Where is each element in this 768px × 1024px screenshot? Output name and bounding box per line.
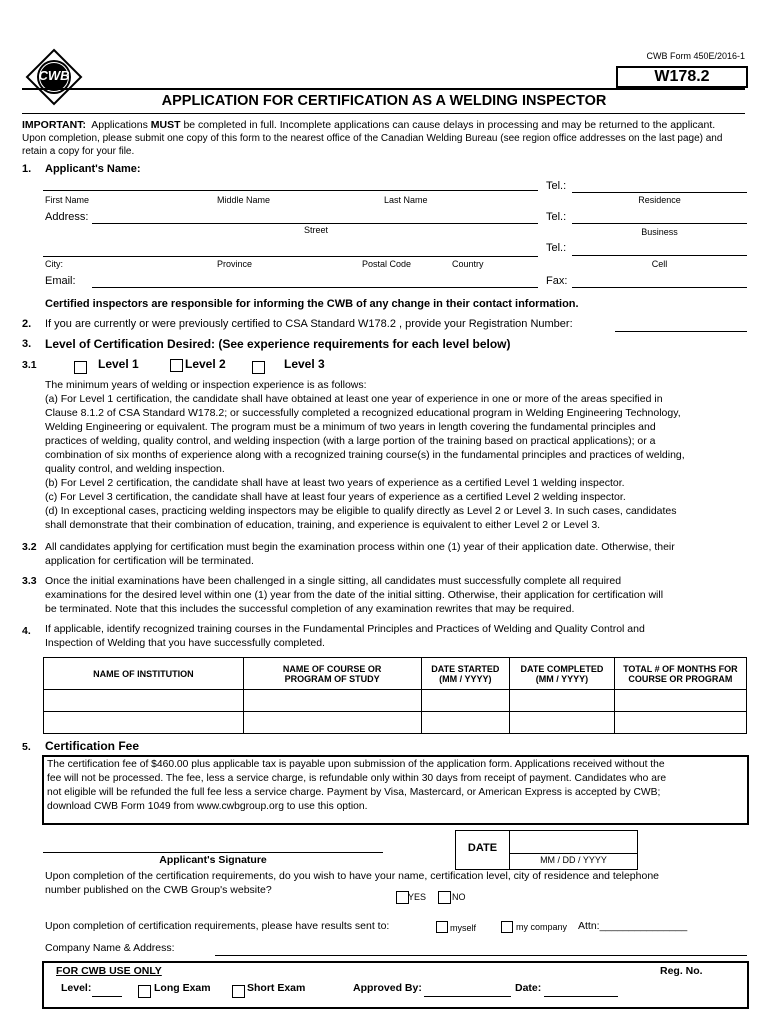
office-level-label: Level: xyxy=(61,982,92,994)
experience-line: quality control, and welding inspection. xyxy=(45,463,225,475)
section4-line: If applicable, identify recognized training courses in the Fundamental Principles and Practices of Welding and Quality Control and xyxy=(45,623,645,635)
fee-line: not eligible will be refunded the full fee less a service charge. Payment by Visa, Mastercard, or American Express is accepted by CWB; xyxy=(47,787,661,798)
address-city-line[interactable] xyxy=(43,256,538,257)
signature-line[interactable] xyxy=(43,852,383,853)
level3-checkbox[interactable] xyxy=(252,361,265,374)
table-cell[interactable] xyxy=(44,690,244,712)
training-courses-table xyxy=(43,657,747,734)
table-cell[interactable] xyxy=(421,690,510,712)
label-middle-name: Middle Name xyxy=(217,195,271,205)
label-business: Business xyxy=(641,227,678,237)
column-header: DATE STARTED (MM / YYYY) xyxy=(421,658,510,690)
table-cell[interactable] xyxy=(243,712,421,734)
reg-no-label: Reg. No. xyxy=(660,965,703,977)
results-myself-checkbox[interactable] xyxy=(436,921,448,933)
section3-heading: Level of Certification Desired: (See experience requirements for each level below) xyxy=(45,337,511,351)
experience-line: Welding Engineering or equivalent. The program must be a minimum of two years in length covering the fundamental principles and xyxy=(45,421,656,433)
date-format: MM / DD / YYYY xyxy=(540,855,607,865)
results-myself-label: myself xyxy=(450,923,477,933)
section4-line: Inspection of Welding that you have successfully completed. xyxy=(45,637,325,649)
tel-business-label: Tel.: xyxy=(546,211,567,223)
column-header: TOTAL # OF MONTHS FOR COURSE OR PROGRAM xyxy=(614,658,746,690)
results-text: Upon completion of certification requirements, please have results sent to: xyxy=(45,920,390,932)
logo-text: CWB xyxy=(38,68,70,83)
signature-label: Applicant's Signature xyxy=(159,854,267,866)
results-company-label: my company xyxy=(516,922,568,932)
table-cell[interactable] xyxy=(44,712,244,734)
fee-box xyxy=(42,755,749,825)
short-exam-checkbox[interactable] xyxy=(232,985,245,998)
name-line[interactable] xyxy=(43,190,538,191)
office-use-box xyxy=(42,961,749,1009)
label-city: City: xyxy=(45,259,63,269)
approved-by-label: Approved By: xyxy=(353,982,422,994)
section5-heading: Certification Fee xyxy=(45,739,140,753)
experience-line: practices of welding, quality control, and welding inspection (with a large portion of the training based on practical applications); or a xyxy=(45,435,656,447)
office-date-label: Date: xyxy=(515,982,542,994)
standard-box: W178.2 xyxy=(616,66,748,88)
form-number: CWB Form 450E/2016-1 xyxy=(646,51,745,61)
table-row[interactable] xyxy=(44,690,747,712)
company-line[interactable] xyxy=(215,955,747,956)
approved-by-line[interactable] xyxy=(424,996,511,997)
tel-cell-label: Tel.: xyxy=(546,242,567,254)
label-first-name: First Name xyxy=(45,195,90,205)
experience-line: (d) In exceptional cases, practicing welding inspectors may be eligible to qualify directly as Level 2 or Level 3. In such cases, candidates xyxy=(45,505,677,517)
registration-number-line[interactable] xyxy=(615,331,747,332)
page-title: APPLICATION FOR CERTIFICATION AS A WELDING INSPECTOR xyxy=(161,93,607,109)
date-label: DATE xyxy=(467,842,498,854)
address-label: Address: xyxy=(45,211,89,223)
section32-number: 3.2 xyxy=(22,541,37,553)
section33-line: examinations for the desired level within one (1) year from the date of the initial sitting. Otherwise, their application for certification will xyxy=(45,589,664,601)
section4-number: 4. xyxy=(22,625,31,637)
level2-label: Level 2 xyxy=(185,357,226,371)
publish-line: Upon completion of the certification requirements, do you wish to have your name, certification level, city of residence and telephone xyxy=(45,870,660,882)
contact-notice: Certified inspectors are responsible for informing the CWB of any change in their contact information. xyxy=(45,298,579,310)
label-province: Province xyxy=(217,259,253,269)
level1-checkbox[interactable] xyxy=(74,361,87,374)
email-label: Email: xyxy=(45,275,76,287)
office-date-line[interactable] xyxy=(544,996,618,997)
label-postal-code: Postal Code xyxy=(362,259,412,269)
table-row[interactable] xyxy=(44,712,747,734)
level2-checkbox[interactable] xyxy=(170,359,183,372)
company-label: Company Name & Address: xyxy=(45,942,175,954)
table-cell[interactable] xyxy=(510,712,615,734)
tel-residence-line[interactable] xyxy=(572,192,747,193)
section32-line: All candidates applying for certification must begin the examination process within one (1) year of their application date. Otherwise, their xyxy=(45,541,675,553)
section33-number: 3.3 xyxy=(22,575,37,587)
publish-no-label: NO xyxy=(452,892,466,902)
short-exam-label: Short Exam xyxy=(247,982,306,994)
table-cell[interactable] xyxy=(614,712,746,734)
section2-number: 2. xyxy=(22,318,32,330)
publish-no-checkbox[interactable] xyxy=(438,891,451,904)
fax-label: Fax: xyxy=(546,275,568,287)
section31-number: 3.1 xyxy=(22,359,37,371)
long-exam-checkbox[interactable] xyxy=(138,985,151,998)
level3-label: Level 3 xyxy=(284,357,325,371)
long-exam-label: Long Exam xyxy=(154,982,211,994)
section32-line: application for certification will be terminated. xyxy=(45,555,254,567)
level1-label: Level 1 xyxy=(98,357,139,371)
title-rule xyxy=(22,113,745,114)
experience-line: combination of six months of experience along with a recognized training course(s) in the fundamental principles and practices of welding, xyxy=(45,449,685,461)
important-line2: Upon completion, please submit one copy of this form to the nearest office of the Canadian Welding Bureau (see region office addresses on the last page) and xyxy=(22,133,723,144)
header-rule xyxy=(22,88,745,90)
section1-heading: Applicant's Name: xyxy=(45,163,141,175)
label-country: Country xyxy=(452,259,484,269)
label-street: Street xyxy=(304,225,329,235)
table-cell[interactable] xyxy=(510,690,615,712)
table-cell[interactable] xyxy=(243,690,421,712)
tel-residence-label: Tel.: xyxy=(546,180,567,192)
important-line1: IMPORTANT: Applications MUST be completed in full. Incomplete applications can cause delays in processing and may be returned to the applicant. xyxy=(22,119,716,131)
label-last-name: Last Name xyxy=(384,195,428,205)
publish-yes-label: YES xyxy=(408,892,427,902)
experience-line: (c) For Level 3 certification, the candidate shall have at least four years of experience as a certified Level 2 welding inspector. xyxy=(45,491,626,503)
fee-line: download CWB Form 1049 from www.cwbgroup.org to use this option. xyxy=(47,801,368,812)
tel-cell-line[interactable] xyxy=(572,255,747,256)
column-header: DATE COMPLETED (MM / YYYY) xyxy=(510,658,615,690)
fee-line: fee will not be processed. The fee, less a service charge, is refundable only within 30 days from receipt of payment. Candidates who are xyxy=(47,773,667,784)
date-input-line[interactable] xyxy=(510,853,637,854)
section33-line: Once the initial examinations have been challenged in a single sitting, all candidates must successfully complete all required xyxy=(45,575,622,587)
section2-text: If you are currently or were previously certified to CSA Standard W178.2 , provide your Registration Number: xyxy=(45,318,573,330)
experience-line: (a) For Level 1 certification, the candidate shall have obtained at least one year of experience in one or more of the areas specified in xyxy=(45,393,663,405)
results-company-checkbox[interactable] xyxy=(501,921,513,933)
table-cell[interactable] xyxy=(614,690,746,712)
experience-line: Clause 8.1.2 of CSA Standard W178.2; or successfully completed a recognized educational program in Welding Engineering Technology, xyxy=(45,407,681,419)
table-cell[interactable] xyxy=(421,712,510,734)
column-header: NAME OF INSTITUTION xyxy=(44,658,244,690)
section33-line: be terminated. Note that this includes the successful completion of any examination rewrites that may be required. xyxy=(45,603,575,615)
tel-business-line[interactable] xyxy=(572,223,747,224)
column-header: NAME OF COURSE OR PROGRAM OF STUDY xyxy=(243,658,421,690)
label-residence: Residence xyxy=(638,195,681,205)
experience-line: (b) For Level 2 certification, the candidate shall have at least two years of experience as a certified Level 1 welding inspector. xyxy=(45,477,625,489)
attn-field[interactable]: Attn:_______________ xyxy=(578,920,688,932)
important-line3: retain a copy for your file. xyxy=(22,146,135,157)
address-street-line[interactable] xyxy=(92,223,538,224)
email-line[interactable] xyxy=(92,287,538,288)
date-box xyxy=(455,830,638,870)
fee-line: The certification fee of $460.00 plus applicable tax is payable upon submission of the application form. Applications received without the xyxy=(47,759,665,770)
experience-line: The minimum years of welding or inspection experience is as follows: xyxy=(45,379,367,391)
section3-number: 3. xyxy=(22,338,32,350)
office-level-line[interactable] xyxy=(92,996,122,997)
fax-line[interactable] xyxy=(572,287,747,288)
section1-number: 1. xyxy=(22,163,32,175)
label-cell: Cell xyxy=(651,259,668,269)
section5-number: 5. xyxy=(22,741,31,753)
experience-line: shall demonstrate that their combination of education, training, and experience is equivalent to either Level 2 or Level 3. xyxy=(45,519,601,531)
office-use-heading: FOR CWB USE ONLY xyxy=(56,965,162,977)
publish-line: number published on the CWB Group's website? xyxy=(45,884,272,896)
table-header-row xyxy=(44,658,747,690)
